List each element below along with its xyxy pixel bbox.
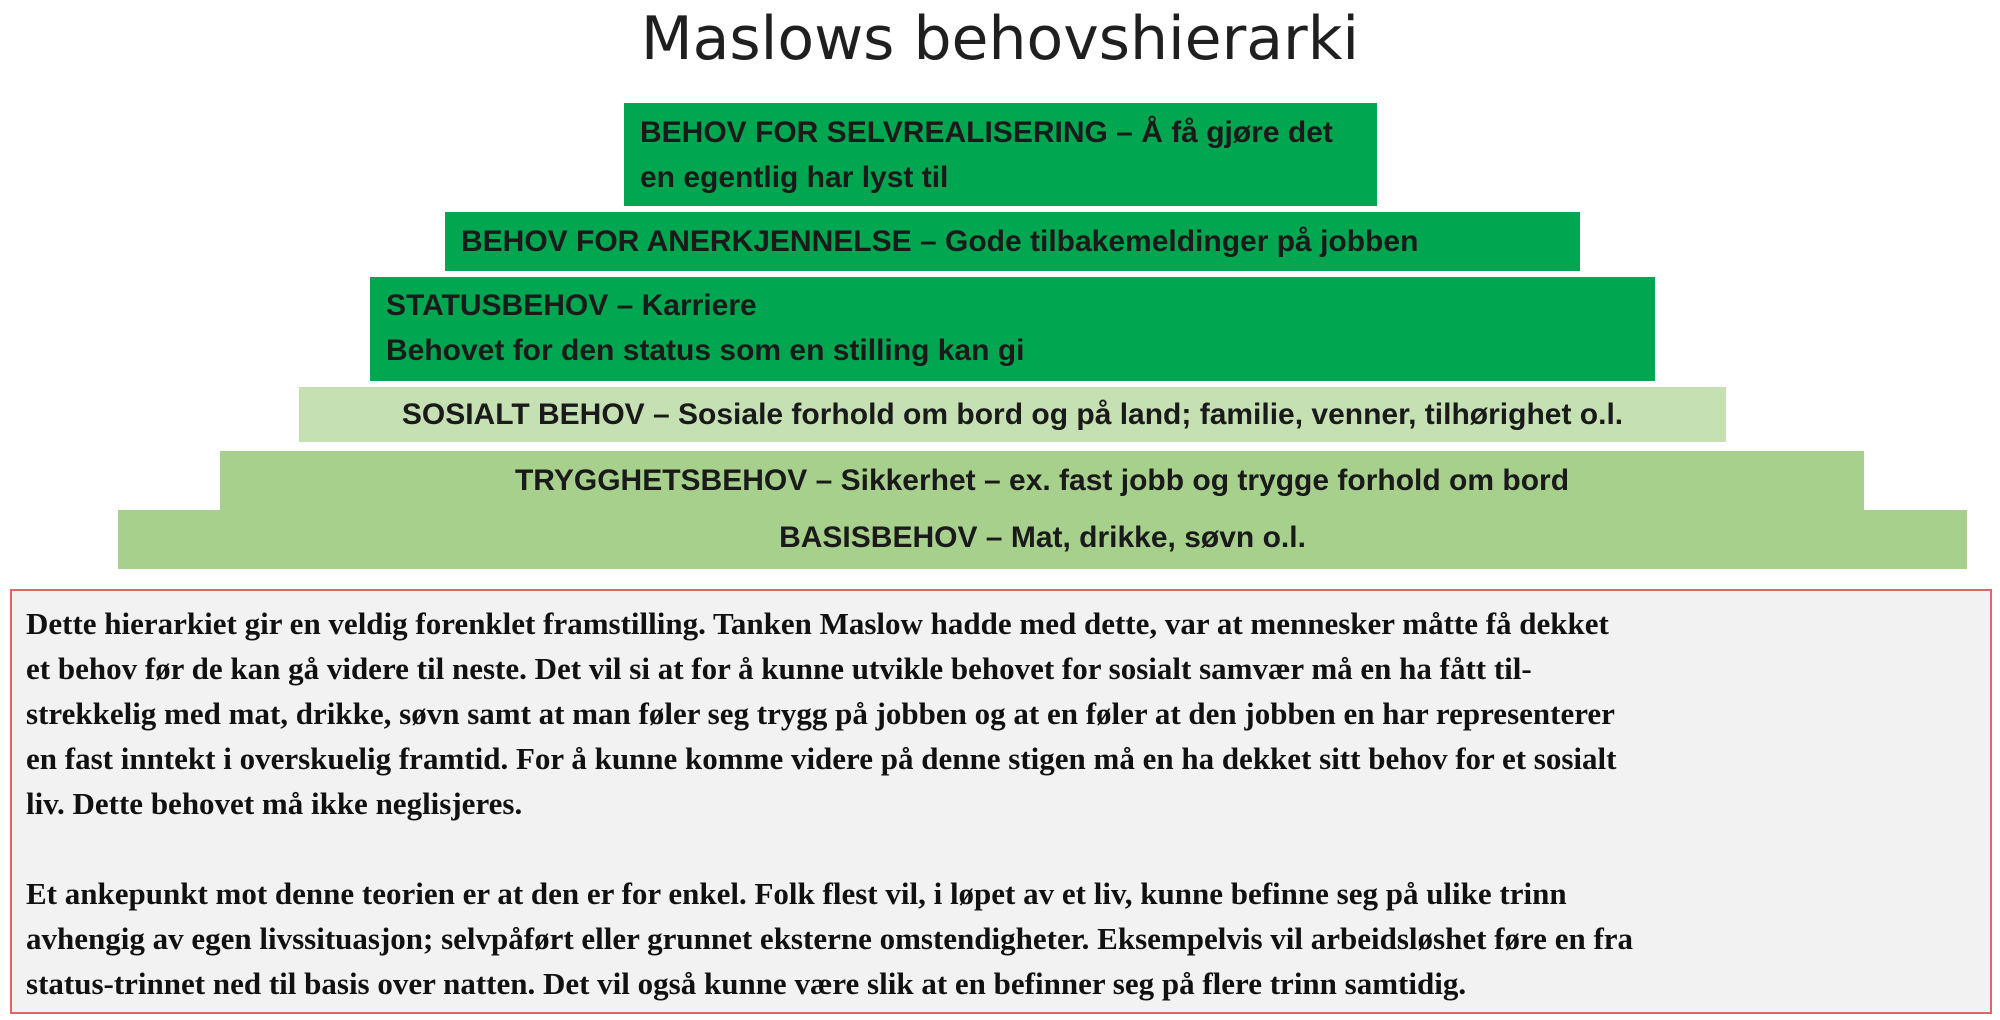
step-desc-line2: Behovet for den status som en stilling kan gi — [386, 334, 1025, 367]
step-separator: – — [608, 289, 642, 322]
step-desc: Gode tilbakemeldinger på jobben — [944, 225, 1419, 258]
step-label: STATUSBEHOV — [386, 289, 609, 322]
step-desc: Sosiale forhold om bord og på land; familie, venner, tilhørighet o.l. — [678, 398, 1624, 431]
paragraph-line: strekkelig med mat, drikke, søvn samt at man føler seg trygg på jobben og at en føler at den jobben en har representerer — [26, 696, 1615, 731]
paragraph-line: Dette hierarkiet gir en veldig forenklet framstilling. Tanken Maslow hadde med dette, var at mennesker måtte få dekket — [26, 606, 1609, 641]
step-separator: – — [911, 225, 945, 258]
step-desc: Å få gjøre det — [1141, 116, 1333, 149]
step-desc: Karriere — [641, 289, 757, 322]
explanation-box — [10, 589, 1992, 1014]
pyramid-step-selvrealisering — [624, 103, 1377, 206]
step-label: BEHOV FOR SELVREALISERING — [640, 116, 1108, 149]
paragraph-line: en fast inntekt i overskuelig framtid. For å kunne komme videre på denne stigen må en ha dekket sitt behov for et sosialt — [26, 741, 1617, 776]
pyramid-step-anerkjennelse — [445, 212, 1580, 271]
paragraph-line: liv. Dette behovet må ikke neglisjeres. — [26, 786, 523, 821]
step-label: BEHOV FOR ANERKJENNELSE — [461, 225, 912, 258]
step-separator: – — [807, 464, 841, 497]
pyramid-step-sosialt — [299, 387, 1726, 442]
paragraph-line: status-trinnet ned til basis over natten. Det vil også kunne være slik at en befinner seg på flere trinn samtidig. — [26, 966, 1467, 1001]
step-label: SOSIALT BEHOV — [401, 398, 645, 431]
paragraph-gap — [26, 826, 1976, 871]
step-desc: Sikkerhet – ex. fast jobb og trygge forhold om bord — [840, 464, 1570, 497]
pyramid-step-status — [370, 277, 1655, 381]
step-label: BASISBEHOV — [779, 521, 978, 554]
step-desc-line2: en egentlig har lyst til — [640, 161, 949, 194]
step-separator: – — [644, 398, 679, 431]
step-separator: – — [977, 521, 1011, 554]
step-label: TRYGGHETSBEHOV — [514, 464, 808, 497]
step-separator: – — [1107, 116, 1142, 149]
step-desc: Mat, drikke, søvn o.l. — [1010, 521, 1306, 554]
page-title: Maslows behovshierarki — [640, 4, 1360, 74]
paragraph-line: avhengig av egen livssituasjon; selvpåført eller grunnet eksterne omstendigheter. Eksempelvis vil arbeidsløshet føre en fra — [26, 921, 1634, 956]
pyramid-step-trygghet — [220, 451, 1864, 511]
paragraph-line: et behov før de kan gå videre til neste. Det vil si at for å kunne utvikle behovet for sosialt samvær må en ha fått til- — [26, 651, 1532, 686]
pyramid-step-basis — [118, 510, 1967, 569]
paragraph-line: Et ankepunkt mot denne teorien er at den er for enkel. Folk flest vil, i løpet av et liv, kunne befinne seg på ulike trinn — [26, 876, 1567, 911]
